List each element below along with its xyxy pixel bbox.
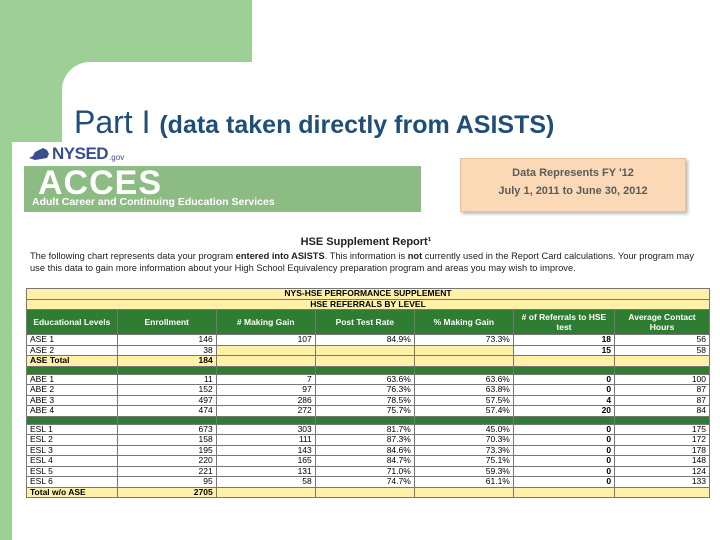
- table-cell: [414, 356, 513, 367]
- table-cell: ESL 4: [27, 456, 118, 467]
- table-cell: 195: [117, 445, 216, 456]
- table-cell: 4: [513, 395, 614, 406]
- table-cell: 158: [117, 435, 216, 446]
- ny-state-icon: [27, 146, 51, 162]
- table-cell: 45.0%: [414, 424, 513, 435]
- table-cell: 78.5%: [315, 395, 414, 406]
- slide-title: [74, 104, 554, 141]
- table-cell: Total w/o ASE: [27, 487, 118, 498]
- column-header: # Making Gain: [216, 310, 315, 335]
- table-cell: ABE 3: [27, 395, 118, 406]
- acces-banner: [24, 166, 421, 212]
- table-header-row: [27, 310, 710, 335]
- table-cell: 0: [513, 466, 614, 477]
- table-cell: 73.3%: [414, 445, 513, 456]
- table-row: [27, 374, 710, 385]
- table-cell: 84.6%: [315, 445, 414, 456]
- table-cell: ESL 2: [27, 435, 118, 446]
- table-separator: [27, 366, 710, 374]
- table-cell: 75.7%: [315, 406, 414, 417]
- table-cell: 61.1%: [414, 477, 513, 488]
- report-desc-part1: The following chart represents data your program: [30, 251, 236, 261]
- table-cell: [414, 487, 513, 498]
- acces-title: ACCES: [38, 164, 163, 202]
- table-title-1: NYS-HSE PERFORMANCE SUPPLEMENT: [27, 289, 710, 300]
- table-row: [27, 456, 710, 467]
- table-cell: 286: [216, 395, 315, 406]
- report-desc-bold2: not: [407, 251, 423, 261]
- table-cell: 220: [117, 456, 216, 467]
- table-cell: 272: [216, 406, 315, 417]
- table-cell: [615, 356, 710, 367]
- table-cell: 58: [615, 345, 710, 356]
- table-cell: 172: [615, 435, 710, 446]
- table-cell: ABE 2: [27, 385, 118, 396]
- table-cell: 111: [216, 435, 315, 446]
- table-row: [27, 395, 710, 406]
- table-cell: 165: [216, 456, 315, 467]
- table-row: [27, 487, 710, 498]
- table-cell: 57.4%: [414, 406, 513, 417]
- table-cell: 11: [117, 374, 216, 385]
- column-header: # of Referrals to HSE test: [513, 310, 614, 335]
- table-cell: ESL 3: [27, 445, 118, 456]
- column-header: Educational Levels: [27, 310, 118, 335]
- table-cell: 97: [216, 385, 315, 396]
- nysed-logo-gov: .gov: [109, 152, 125, 162]
- table-cell: 0: [513, 424, 614, 435]
- slide-title-sub: (data taken directly from ASISTS): [159, 111, 555, 139]
- table-row: [27, 335, 710, 346]
- table-title-2: HSE REFERRALS BY LEVEL: [27, 299, 710, 310]
- table-cell: [216, 487, 315, 498]
- table-cell: 63.8%: [414, 385, 513, 396]
- table-cell: 133: [615, 477, 710, 488]
- table-cell: ABE 1: [27, 374, 118, 385]
- table-cell: [513, 487, 614, 498]
- table-cell: 75.1%: [414, 456, 513, 467]
- table-cell: 63.6%: [315, 374, 414, 385]
- table-row: [27, 466, 710, 477]
- table-cell: 107: [216, 335, 315, 346]
- table-cell: 57.5%: [414, 395, 513, 406]
- table-cell: [414, 345, 513, 356]
- table-cell: 84.9%: [315, 335, 414, 346]
- table-cell: 84.7%: [315, 456, 414, 467]
- slide-title-main: Part I: [74, 104, 151, 140]
- table-cell: 18: [513, 335, 614, 346]
- table-cell: 184: [117, 356, 216, 367]
- table-cell: 63.6%: [414, 374, 513, 385]
- table-cell: 38: [117, 345, 216, 356]
- report-desc-bold1: entered into ASISTS: [235, 251, 325, 261]
- report-title: HSE Supplement Report¹: [300, 236, 432, 248]
- table-row: [27, 345, 710, 356]
- table-cell: [315, 356, 414, 367]
- table-cell: 0: [513, 456, 614, 467]
- table-cell: 81.7%: [315, 424, 414, 435]
- data-period-line1: Data Represents FY '12: [512, 167, 634, 179]
- table-cell: 175: [615, 424, 710, 435]
- table-row: [27, 435, 710, 446]
- hse-supplement-table: [26, 288, 710, 498]
- table-cell: 73.3%: [414, 335, 513, 346]
- table-cell: 124: [615, 466, 710, 477]
- table-cell: 131: [216, 466, 315, 477]
- table-cell: 70.3%: [414, 435, 513, 446]
- table-cell: 87: [615, 385, 710, 396]
- table-separator: [27, 416, 710, 424]
- table-cell: ABE 4: [27, 406, 118, 417]
- table-cell: ASE 1: [27, 335, 118, 346]
- table-cell: 152: [117, 385, 216, 396]
- table-cell: 95: [117, 477, 216, 488]
- table-cell: 76.3%: [315, 385, 414, 396]
- report-image: [12, 142, 720, 540]
- acces-subtitle: Adult Career and Continuing Education Services: [32, 196, 275, 208]
- table-cell: 100: [615, 374, 710, 385]
- table-row: [27, 406, 710, 417]
- nysed-logo: [27, 142, 124, 166]
- table-row: [27, 445, 710, 456]
- table-cell: [615, 487, 710, 498]
- table-cell: ESL 1: [27, 424, 118, 435]
- column-header: Post Test Rate: [315, 310, 414, 335]
- table-cell: 497: [117, 395, 216, 406]
- column-header: Enrollment: [117, 310, 216, 335]
- table-cell: 87.3%: [315, 435, 414, 446]
- table-cell: 20: [513, 406, 614, 417]
- table-cell: 74.7%: [315, 477, 414, 488]
- table-cell: 0: [513, 477, 614, 488]
- table-cell: 143: [216, 445, 315, 456]
- data-period-line2: July 1, 2011 to June 30, 2012: [498, 185, 648, 197]
- table-row: [27, 477, 710, 488]
- table-cell: 474: [117, 406, 216, 417]
- table-cell: [513, 356, 614, 367]
- table-cell: 221: [117, 466, 216, 477]
- table-cell: 178: [615, 445, 710, 456]
- table-cell: 303: [216, 424, 315, 435]
- table-cell: 2705: [117, 487, 216, 498]
- table-cell: ASE Total: [27, 356, 118, 367]
- table-cell: 146: [117, 335, 216, 346]
- table-cell: 0: [513, 374, 614, 385]
- table-cell: ASE 2: [27, 345, 118, 356]
- table-cell: 673: [117, 424, 216, 435]
- table-row: [27, 356, 710, 367]
- report-desc-part3: currently used in the Report Card calculations. Your program may use this data to gain more information about your High School Equivalency preparation program and areas you may wish to improve.: [30, 251, 694, 273]
- table-cell: 58: [216, 477, 315, 488]
- table-cell: 0: [513, 435, 614, 446]
- table-cell: 0: [513, 445, 614, 456]
- column-header: Average Contact Hours: [615, 310, 710, 335]
- table-cell: [315, 345, 414, 356]
- data-period-box: [460, 158, 686, 212]
- table-cell: 87: [615, 395, 710, 406]
- report-desc-part2: . This information is: [324, 251, 408, 261]
- table-cell: [216, 345, 315, 356]
- table-cell: [216, 356, 315, 367]
- table-cell: ESL 6: [27, 477, 118, 488]
- table-row: [27, 424, 710, 435]
- nysed-logo-text: NYSED: [52, 144, 109, 163]
- table-cell: 148: [615, 456, 710, 467]
- column-header: % Making Gain: [414, 310, 513, 335]
- table-row: [27, 385, 710, 396]
- table-cell: 56: [615, 335, 710, 346]
- table-cell: 59.3%: [414, 466, 513, 477]
- table-cell: ESL 5: [27, 466, 118, 477]
- table-cell: 7: [216, 374, 315, 385]
- table-cell: [315, 487, 414, 498]
- table-cell: 0: [513, 385, 614, 396]
- report-description: [30, 250, 696, 274]
- table-cell: 84: [615, 406, 710, 417]
- table-cell: 15: [513, 345, 614, 356]
- table-cell: 71.0%: [315, 466, 414, 477]
